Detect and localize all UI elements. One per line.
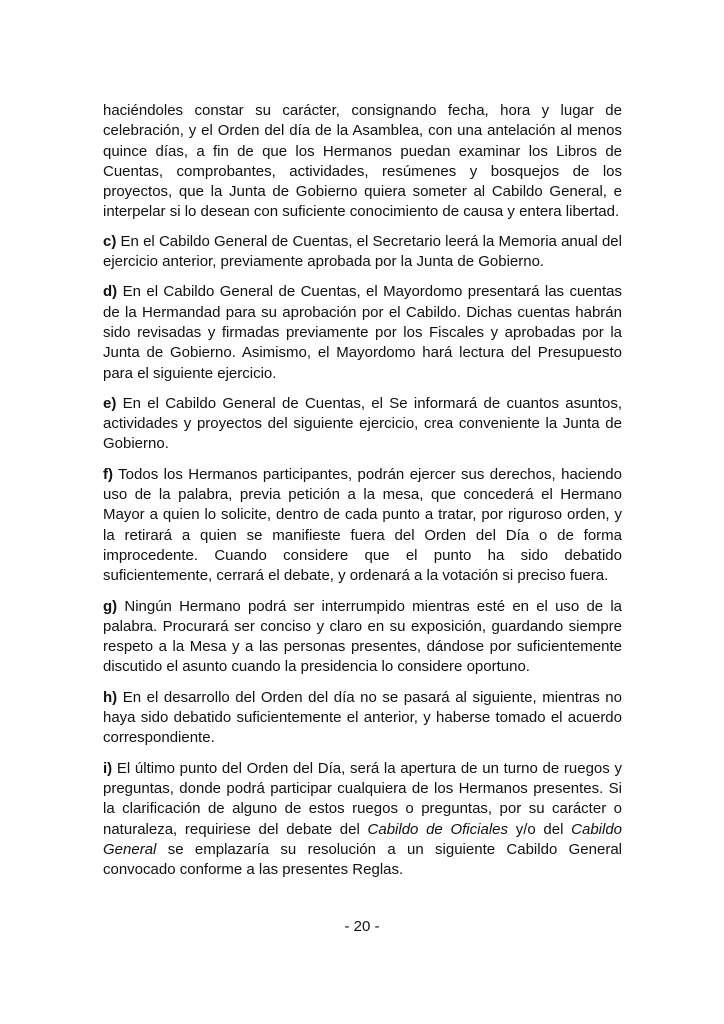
paragraph-text: En el Cabildo General de Cuentas, el Secretario leerá la Memoria anual del ejercicio anterior, previamente aprobada por la Junta de Gobierno.	[103, 232, 622, 271]
paragraph-f	[103, 465, 622, 587]
italic-text: Cabildo General	[103, 820, 623, 858]
paragraph-text: El último punto del Orden del Día, será la apertura de un turno de ruegos y preguntas, donde podrá participar cualquiera de los Hermanos presentes. Si la clarificación de alguno de estos ruegos o preguntas, por su carácter o naturaleza, requiriese del debate del	[103, 759, 622, 838]
paragraph-letter: f)	[103, 465, 113, 483]
page-number: - 20 -	[344, 918, 380, 935]
paragraph-text: y/o del	[508, 820, 572, 838]
paragraph-d	[103, 282, 622, 383]
paragraph-text: En el desarrollo del Orden del día no se pasará al siguiente, mientras no haya sido debatido suficientemente el anterior, y haberse tomado el acuerdo correspondiente.	[103, 688, 622, 747]
paragraph-letter: g)	[103, 597, 118, 615]
paragraph-h	[103, 688, 622, 749]
paragraph-letter: i)	[103, 759, 113, 777]
italic-text: Cabildo de Oficiales	[367, 820, 508, 838]
paragraph-text: Ningún Hermano podrá ser interrumpido mientras esté en el uso de la palabra. Procurará ser conciso y claro en su exposición, guardando siempre respeto a la Mesa y a las personas presentes, dándose por suficientemente discutido el asunto cuando la presidencia lo considere oportuno.	[103, 597, 622, 676]
paragraph-letter: h)	[103, 688, 118, 706]
paragraph-i	[103, 759, 622, 881]
paragraph-letter: c)	[103, 232, 117, 250]
paragraph-text: se emplazaría su resolución a un siguiente Cabildo General convocado conforme a las presentes Reglas.	[103, 840, 622, 879]
paragraph-letter: e)	[103, 394, 117, 412]
paragraph-text: haciéndoles constar su carácter, consignando fecha, hora y lugar de celebración, y el Orden del día de la Asamblea, con una antelación al menos quince días, a fin de que los Hermanos puedan examinar los Libros de Cuentas, comprobantes, actividades, resúmenes y bosquejos de los proyectos, que la Junta de Gobierno quiera someter al Cabildo General, e interpelar si lo desean con suficiente conocimiento de causa y entera libertad.	[103, 102, 622, 221]
paragraph-g	[103, 597, 622, 678]
document-body	[103, 101, 622, 890]
paragraph-text: En el Cabildo General de Cuentas, el Mayordomo presentará las cuentas de la Hermandad para su aprobación por el Cabildo. Dichas cuentas habrán sido revisadas y firmadas previamente por los Fiscales y aprobadas por la Junta de Gobierno. Asimismo, el Mayordomo hará lectura del Presupuesto para el siguiente ejercicio.	[103, 283, 622, 382]
paragraph-c	[103, 232, 622, 273]
paragraph-text: En el Cabildo General de Cuentas, el Se informará de cuantos asuntos, actividades y proyectos del siguiente ejercicio, crea conveniente la Junta de Gobierno.	[103, 394, 622, 453]
paragraph-e	[103, 394, 622, 455]
paragraph-continuation	[103, 101, 622, 223]
paragraph-text: Todos los Hermanos participantes, podrán ejercer sus derechos, haciendo uso de la palabra, previa petición a la mesa, que concederá el Hermano Mayor a quien lo solicite, dentro de cada punto a tratar, por riguroso orden, y la retirará a quien se manifieste fuera del Orden del Día o de forma improcedente. Cuando considere que el punto ha sido debatido suficientemente, cerrará el debate, y ordenará a la votación si preciso fuera.	[103, 465, 622, 585]
paragraph-letter: d)	[103, 283, 118, 301]
